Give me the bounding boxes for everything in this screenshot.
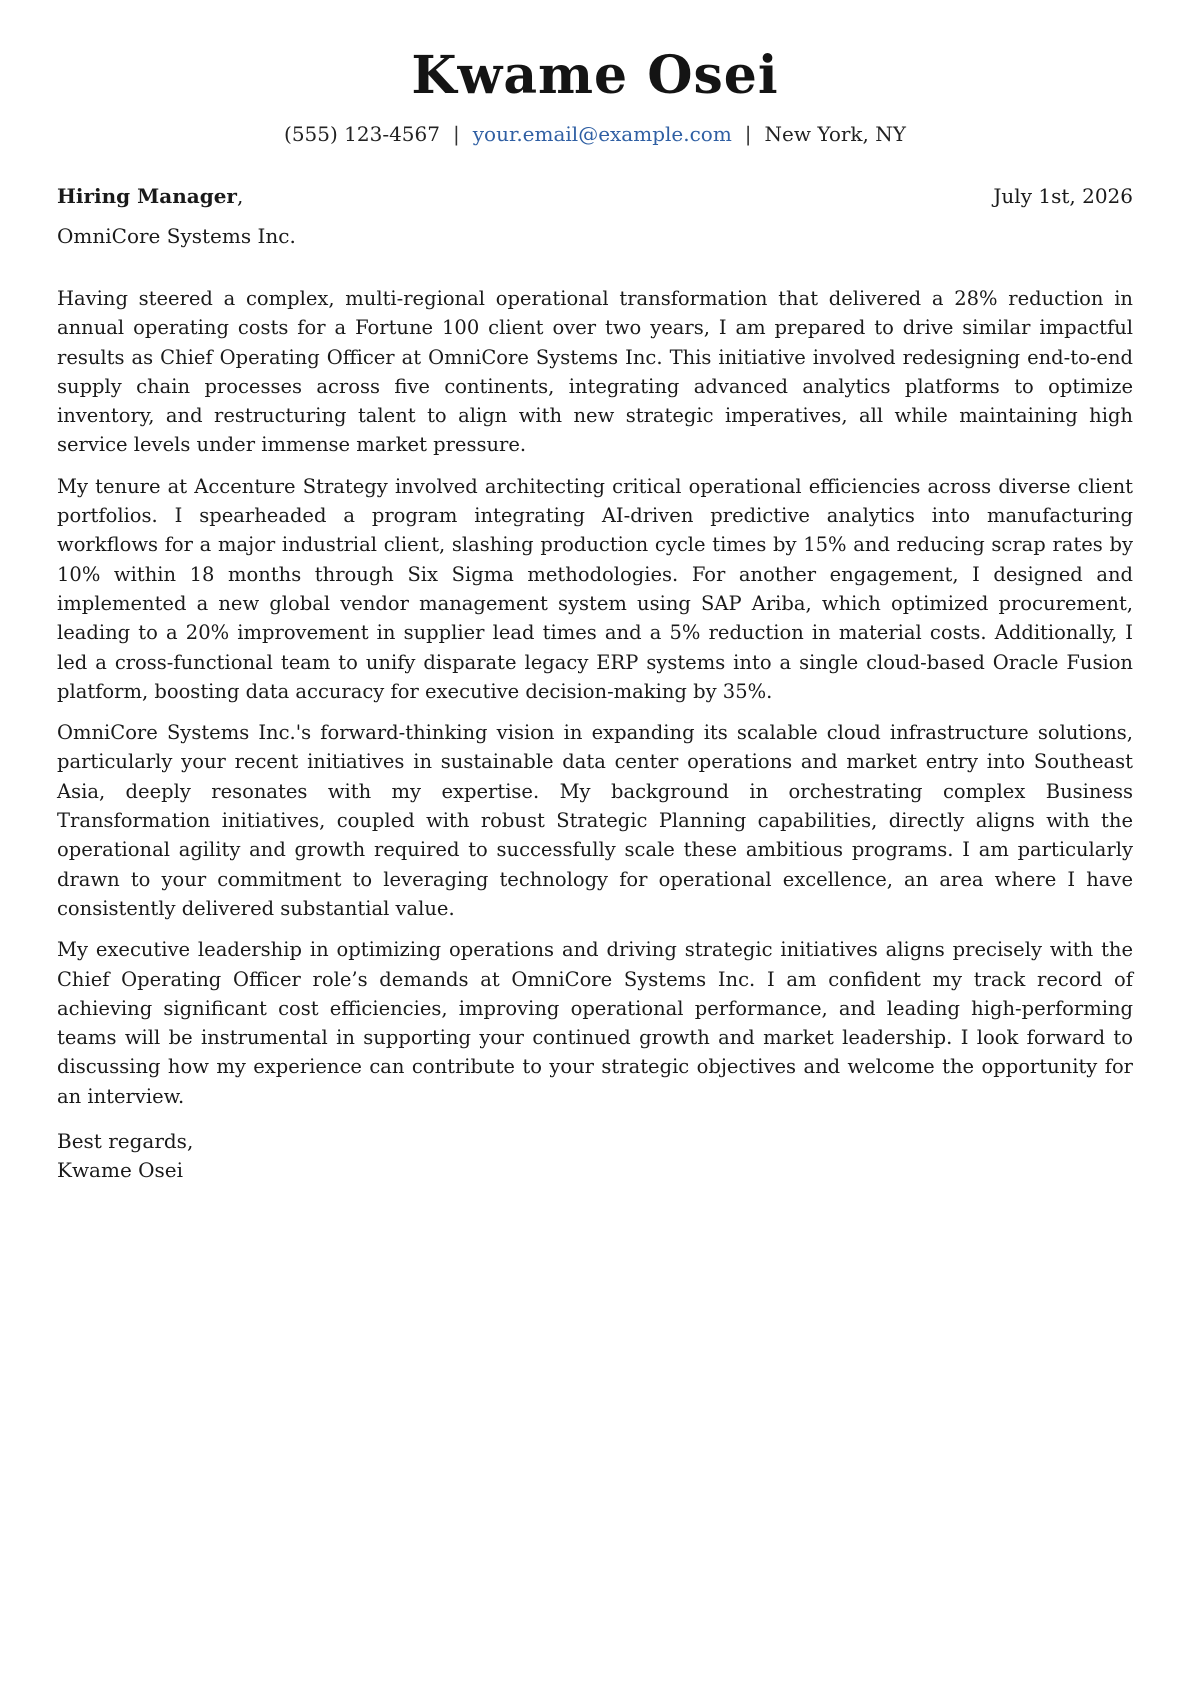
applicant-name: Kwame Osei [411, 45, 779, 106]
letter-body [57, 284, 1133, 1111]
contact-separator: | [744, 122, 752, 146]
body-paragraph: Having steered a complex, multi-regional operational transformation that delivered a 28% reduction in annual operating costs for a Fortune 100 client over two years, I am prepared to drive similar impactful results as Chief Operating Officer at OmniCore Systems Inc. This initiative involved redesigning end-to-end supply chain processes across five continents, integrating advanced analytics platforms to optimize inventory, and restructuring talent to align with new strategic imperatives, all while maintaining high service levels under immense market pressure. [57, 287, 1133, 457]
recipient-date-row [57, 182, 1133, 210]
body-paragraph: My executive leadership in optimizing operations and driving strategic initiatives aligns precisely with the Chief Operating Officer role’s demands at OmniCore Systems Inc. I am confident my track record of achieving significant cost efficiencies, improving operational performance, and leading high-performing teams will be instrumental in supporting your continued growth and market leadership. I look forward to discussing how my experience can contribute to your strategic objectives and welcome the opportunity for an interview. [57, 938, 1133, 1108]
contact-separator: | [452, 122, 460, 146]
recipient-title: Hiring Manager [57, 184, 237, 208]
recipient-company: OmniCore Systems Inc. [57, 224, 296, 248]
phone-number: (555) 123-4567 [284, 122, 440, 146]
letter-date: July 1st, 2026 [993, 184, 1133, 208]
body-paragraph: OmniCore Systems Inc.'s forward-thinking vision in expanding its scalable cloud infrastructure solutions, particularly your recent initiatives in sustainable data center operations and market entry into Southeast Asia, deeply resonates with my expertise. My background in orchestrating complex Business Transformation initiatives, coupled with robust Strategic Planning capabilities, directly aligns with the operational agility and growth required to successfully scale these ambitious programs. I am particularly drawn to your commitment to leveraging technology for operational excellence, an area where I have consistently delivered substantial value. [57, 721, 1133, 920]
closing-salutation: Best regards, [57, 1129, 194, 1154]
body-paragraph: My tenure at Accenture Strategy involved architecting critical operational efficiencies across diverse client portfolios. I spearheaded a program integrating AI-driven predictive analytics into manufacturing workflows for a major industrial client, slashing production cycle times by 15% and reducing scrap rates by 10% within 18 months through Six Sigma methodologies. For another engagement, I designed and implemented a new global vendor management system using SAP Ariba, which optimized procurement, leading to a 20% improvement in supplier lead times and a 5% reduction in material costs. Additionally, I led a cross-functional team to unify disparate legacy ERP systems into a single cloud-based Oracle Fusion platform, boosting data accuracy for executive decision-making by 35%. [57, 474, 1133, 703]
recipient-title-comma: , [236, 184, 244, 208]
contact-line [57, 120, 1133, 148]
email-link[interactable]: your.email@example.com [472, 122, 732, 146]
signature-name: Kwame Osei [57, 1158, 184, 1183]
letter-closing [57, 1127, 1133, 1185]
recipient-line [57, 182, 243, 210]
location: New York, NY [764, 122, 906, 146]
